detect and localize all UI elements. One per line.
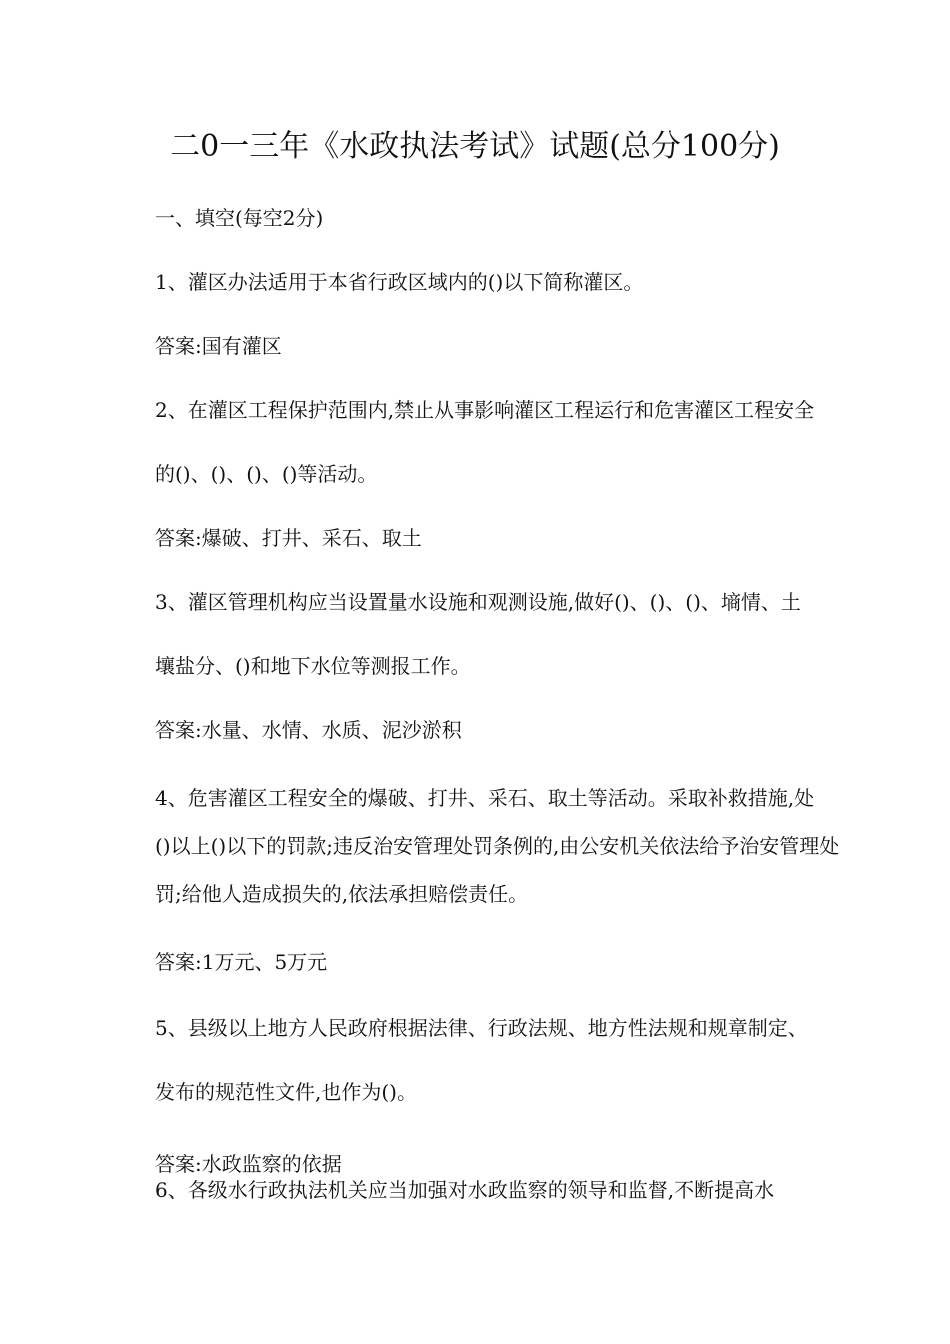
- section-heading: 一、填空(每空2分): [155, 206, 324, 230]
- answer-2: 答案:爆破、打井、采石、取土: [155, 526, 422, 550]
- answer-1: 答案:国有灌区: [155, 334, 282, 358]
- question-4-line-2: ()以上()以下的罚款;违反治安管理处罚条例的,由公安机关依法给予治安管理处: [155, 834, 840, 858]
- question-6-line-1: 6、各级水行政执法机关应当加强对水政监察的领导和监督,不断提高水: [155, 1178, 775, 1202]
- question-2-line-1: 2、在灌区工程保护范围内,禁止从事影响灌区工程运行和危害灌区工程安全: [155, 398, 815, 422]
- question-1: 1、灌区办法适用于本省行政区域内的()以下简称灌区。: [155, 270, 644, 294]
- question-4-line-3: 罚;给他人造成损失的,依法承担赔偿责任。: [155, 882, 529, 906]
- question-2-line-2: 的()、()、()、()等活动。: [155, 462, 378, 486]
- answer-3: 答案:水量、水情、水质、泥沙淤积: [155, 718, 462, 742]
- question-4-line-1: 4、危害灌区工程安全的爆破、打井、采石、取土等活动。采取补救措施,处: [155, 786, 815, 810]
- answer-4: 答案:1万元、5万元: [155, 950, 328, 974]
- answer-5: 答案:水政监察的依据: [155, 1152, 342, 1176]
- document-title: 二0一三年《水政执法考试》试题(总分100分): [170, 129, 780, 164]
- question-5-line-1: 5、县级以上地方人民政府根据法律、行政法规、地方性法规和规章制定、: [155, 1016, 808, 1040]
- question-5-line-2: 发布的规范性文件,也作为()。: [155, 1080, 417, 1104]
- question-3-line-2: 壤盐分、()和地下水位等测报工作。: [155, 654, 471, 678]
- question-3-line-1: 3、灌区管理机构应当设置量水设施和观测设施,做好()、()、()、墒情、土: [155, 590, 801, 614]
